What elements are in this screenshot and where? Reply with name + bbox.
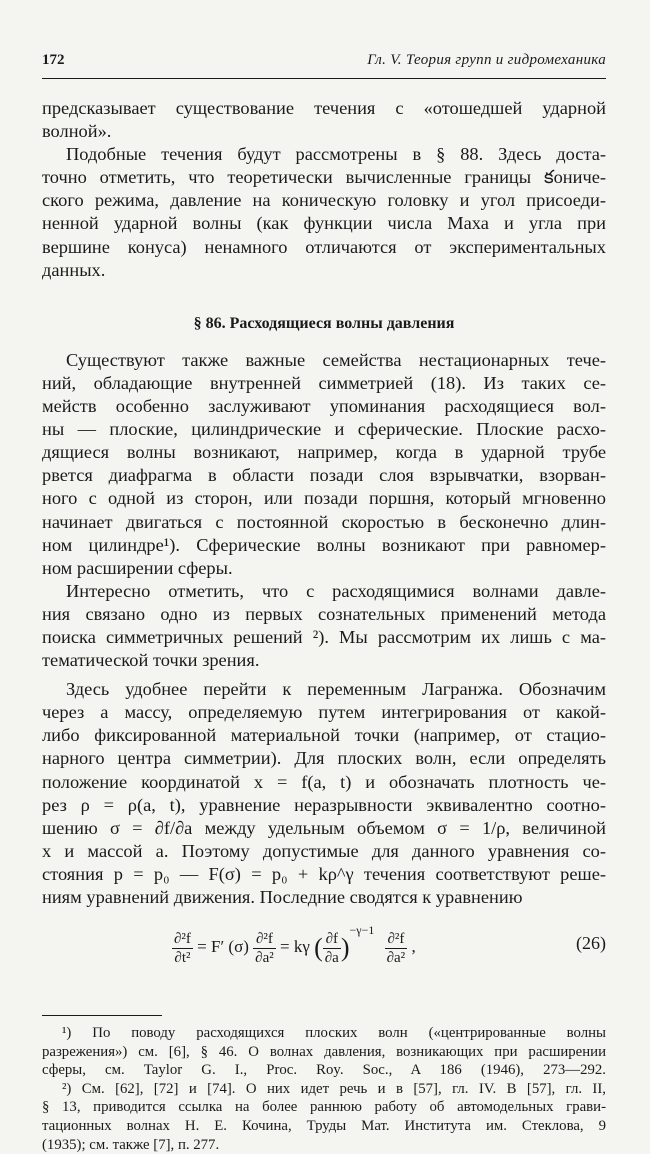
text-line: точно отметить, что теоретически вычисленные границы కониче- xyxy=(42,167,606,188)
paragraph-4 xyxy=(42,580,606,672)
running-title: Гл. V. Теория групп и гидромеханика xyxy=(367,52,606,68)
text-line: ном расширении сферы. xyxy=(42,557,233,578)
text-line: ном цилиндре¹). Сферические волны возникают при равномер- xyxy=(42,534,606,555)
text-line: рвется диафрагма в области позади слоя взрывчатки, взорван- xyxy=(42,465,606,486)
exponent: −γ−1 xyxy=(349,923,375,938)
numerator: ∂²f xyxy=(174,930,191,947)
denominator: ∂t² xyxy=(174,949,191,966)
footnote-line: (1935); см. также [7], п. 277. xyxy=(42,1136,220,1153)
footnote-line: разрежения») см. [6], § 46. О волнах давления, возникающих при расширении xyxy=(42,1043,606,1060)
text-line: стояния p = p₀ — F(σ) = p₀ + kρ^γ течения соответствуют реше- xyxy=(42,863,606,884)
text-line: ны — плоские, цилиндрические и сферические. Плоские расхо- xyxy=(42,419,606,440)
paragraph-1 xyxy=(42,97,606,143)
numerator: ∂f xyxy=(323,930,341,949)
text-line: данных. xyxy=(42,259,106,280)
denominator: ∂a xyxy=(324,949,339,966)
text-line: ненной ударной волны (как функции числа Маха и угла при xyxy=(42,213,606,234)
text-line: ниям уравнений движения. Последние сводятся к уравнению xyxy=(42,887,523,907)
text-line: положение координатой x = f(a, t) и обозначать плотность че- xyxy=(42,771,606,792)
equation-term: = kγ xyxy=(279,937,310,957)
text-line: волной». xyxy=(42,121,112,142)
footnote-line: § 13, приводится ссылка на более раннюю работу об автомодельных грави- xyxy=(42,1099,606,1116)
text-line: дящиеся волны возникают, например, когда в ударной трубе xyxy=(42,442,606,463)
right-paren: ) xyxy=(340,933,350,963)
section-title: § 86. Расходящиеся волны давления xyxy=(193,314,455,332)
footnote-line: сферы, см. Taylor G. I., Proc. Roy. Soc., A 186 (1946), 273—292. xyxy=(42,1062,606,1079)
equation-comma: , xyxy=(411,937,416,957)
left-paren: ( xyxy=(314,933,323,963)
text-line: нарного центра симметрии). Для плоских волн, если определять xyxy=(42,748,606,769)
text-line: предсказывает существование течения с «отошедшей ударной xyxy=(42,98,606,118)
page-number: 172 xyxy=(42,52,65,68)
text-line: через a массу, определяемую путем интегрирования от какой- xyxy=(42,702,606,723)
paragraph-3 xyxy=(42,349,606,580)
text-line: Подобные течения будут рассмотрены в § 88. Здесь доста- xyxy=(66,144,606,165)
text-line: ний, обладающие внутренней симметрией (18). Из таких се- xyxy=(42,372,606,393)
footnotes xyxy=(42,1024,606,1154)
footnote-line: ¹) По поводу расходящихся плоских волн («центрированные волны xyxy=(62,1025,606,1042)
numerator: ∂²f xyxy=(253,930,276,949)
fraction xyxy=(385,930,408,967)
fraction xyxy=(172,930,193,967)
text-line: шению σ = ∂f/∂a между удельным объемом σ = 1/ρ, величиной xyxy=(42,817,606,838)
equation-26 xyxy=(42,915,606,985)
text-line: Существуют также важные семейства нестационарных тече- xyxy=(66,349,606,370)
denominator: ∂a² xyxy=(386,949,406,966)
text-line: рез ρ = ρ(a, t), уравнение неразрывности эквивалентно соотно- xyxy=(42,794,606,815)
fraction xyxy=(323,930,341,967)
fraction xyxy=(253,930,276,967)
text-line: Интересно отметить, что с расходящимися волнами давле- xyxy=(66,580,606,601)
footnote-rule xyxy=(42,1015,162,1016)
book-page xyxy=(42,52,606,1154)
text-line: вершине конуса) ненамного отличаются от экспериментальных xyxy=(42,236,606,257)
page-header xyxy=(42,52,606,76)
numerator: ∂²f xyxy=(385,930,408,949)
denominator: ∂a² xyxy=(255,949,274,966)
text-line: x и массой a. Поэтому допустимые для данного уравнения со- xyxy=(42,840,606,861)
text-line: либо фиксированной материальной точки (например, от стацио- xyxy=(42,725,606,746)
text-line: поиска симметричных решений ²). Мы рассмотрим их лишь с ма- xyxy=(42,626,606,647)
paragraph-2 xyxy=(42,143,606,282)
text-line: начинает двигаться с постоянной скоростью в бесконечно длин- xyxy=(42,511,606,532)
text-line: ния связано одно из первых сознательных применений метода xyxy=(42,603,606,624)
text-line: мейств особенно заслуживают упоминания расходящиеся вол- xyxy=(42,396,606,417)
text-line: Здесь удобнее перейти к переменным Лагранжа. Обозначим xyxy=(66,679,606,700)
footnote-line: ²) См. [62], [72] и [74]. О них идет речь и в [57], гл. IV. В [57], гл. II, xyxy=(62,1080,606,1097)
main-text xyxy=(42,97,606,909)
paragraph-5 xyxy=(42,678,606,909)
text-line: ного с одной из сторон, или позади поршня, который мгновенно xyxy=(42,488,606,509)
equation-term: = F′ (σ) xyxy=(197,937,249,957)
header-rule xyxy=(42,78,606,79)
text-line: ского режима, давление на коническую головку и угол присоеди- xyxy=(42,190,606,211)
footnote-line: тационных волнах Н. Е. Кочина, Труды Мат. Института им. Стеклова, 9 xyxy=(42,1118,606,1135)
text-line: тематической точки зрения. xyxy=(42,650,260,671)
equation-number: (26) xyxy=(576,933,606,954)
equation-body xyxy=(172,923,416,967)
